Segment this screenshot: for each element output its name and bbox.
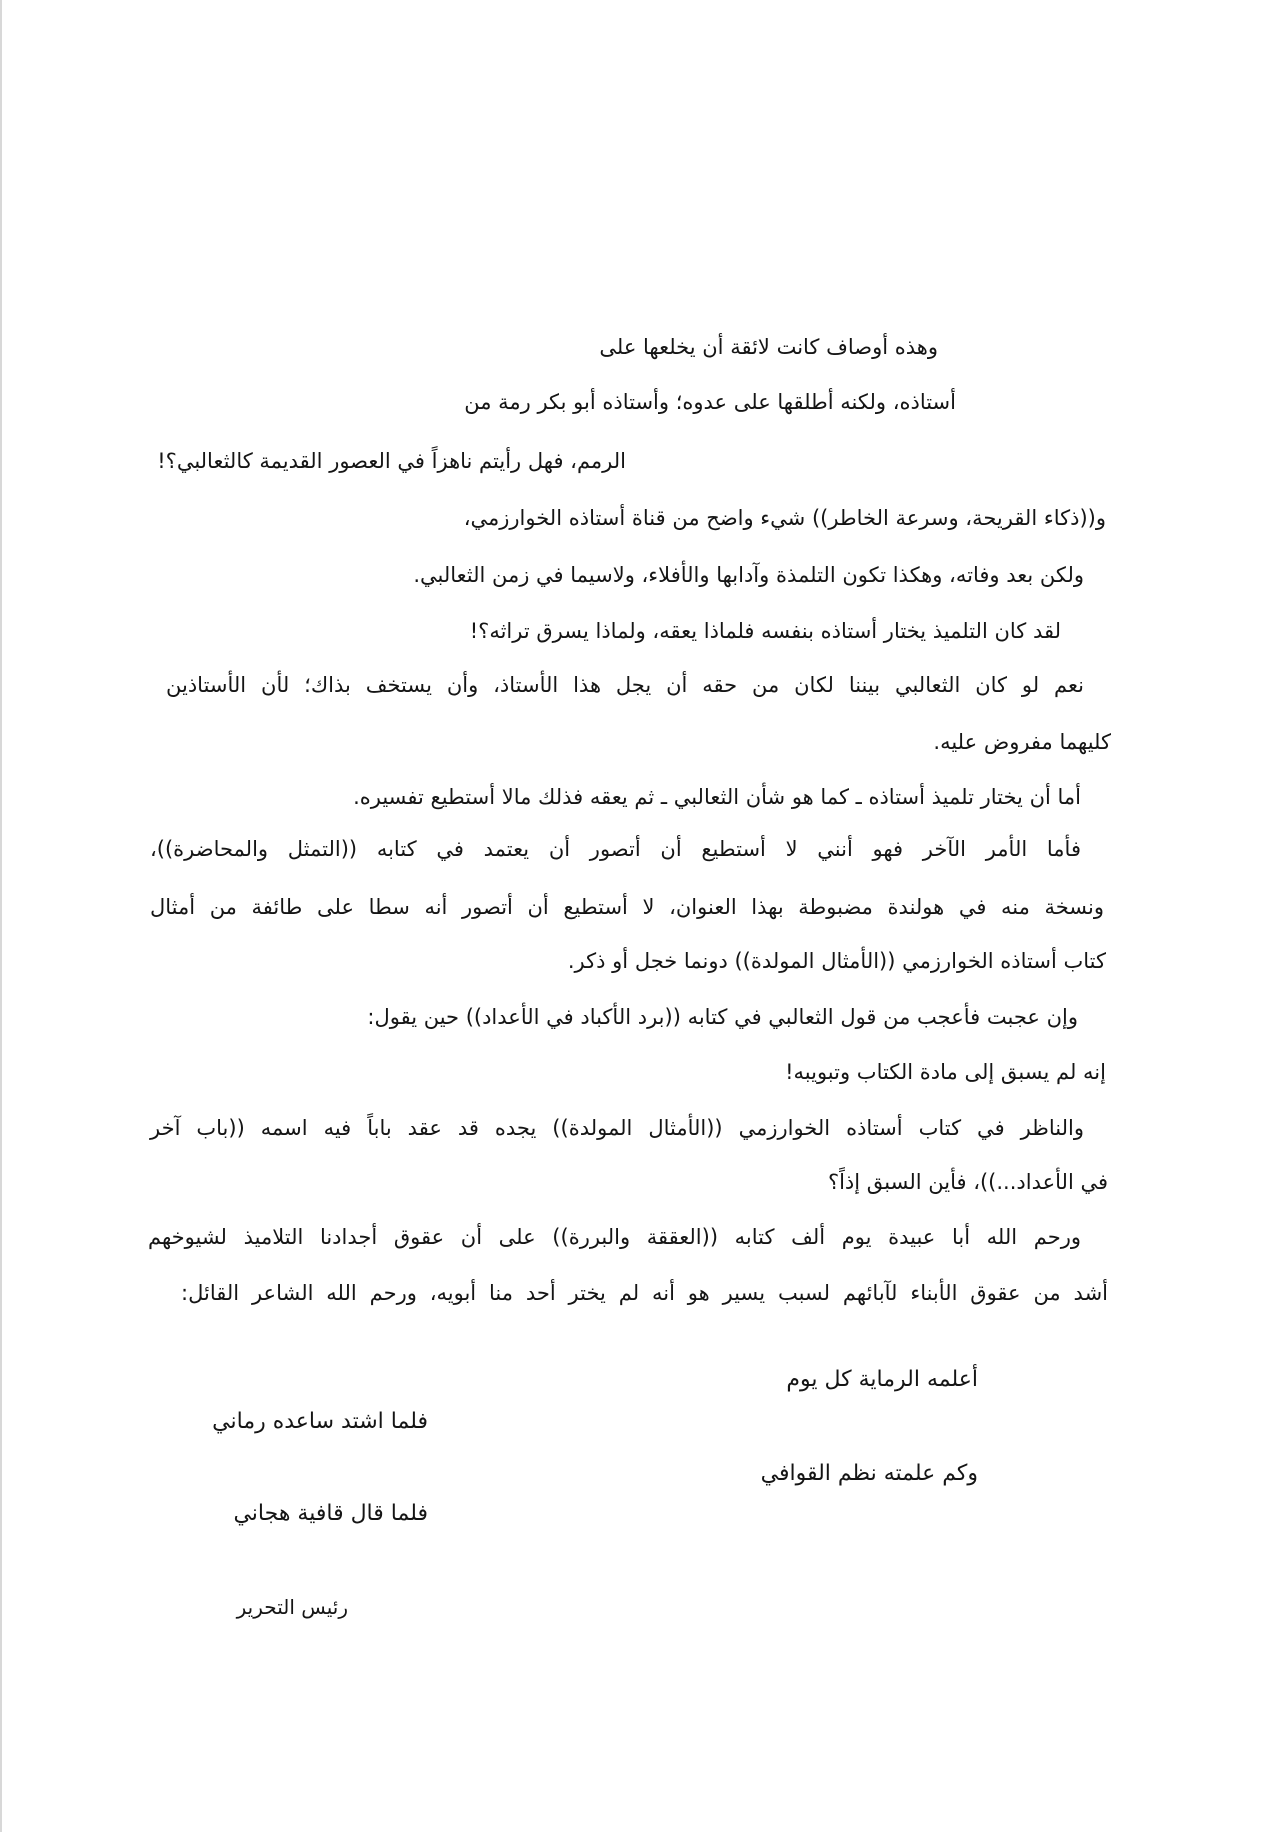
text-line-15: والناظر في كتاب أستاذه الخوارزمي ((الأمثال المولدة)) يجده قد عقد باباً فيه اسمه ((باب آخر [150,1116,1084,1140]
text-line-7: نعم لو كان الثعالبي بيننا لكان من حقه أن يجل هذا الأستاذ، وأن يستخف بذاك؛ لأن الأستاذين [166,673,1084,697]
editor-signature: رئيس التحرير [236,1595,348,1619]
text-line-10: فأما الأمر الآخر فهو أنني لا أستطيع أن أتصور أن يعتمد في كتابه ((التمثل والمحاضرة))، [150,837,1081,861]
text-line-2: أستاذه، ولكنه أطلقها على عدوه؛ وأستاذه أبو بكر رمة من [464,390,956,414]
text-line-18: أشد من عقوق الأبناء لآبائهم لسبب يسير هو أنه لم يختر أحد منا أبويه، ورحم الله الشاعر القائل: [181,1281,1108,1305]
text-line-4: و((ذكاء القريحة، وسرعة الخاطر)) شيء واضح من قناة أستاذه الخوارزمي، [463,506,1106,530]
text-line-3: الرمم، فهل رأيتم ناهزاً في العصور القديمة كالثعالبي؟! [157,449,626,473]
text-line-16: في الأعداد...))، فأين السبق إذاً؟ [827,1170,1108,1194]
text-line-14: إنه لم يسبق إلى مادة الكتاب وتبويبه! [785,1060,1106,1084]
page-edge [0,0,2,1832]
text-line-9: أما أن يختار تلميذ أستاذه ـ كما هو شأن الثعالبي ـ ثم يعقه فذلك مالا أستطيع تفسيره. [353,785,1081,809]
text-line-1: وهذه أوصاف كانت لائقة أن يخلعها على [599,335,938,359]
text-line-6: لقد كان التلميذ يختار أستاذه بنفسه فلماذا يعقه، ولماذا يسرق تراثه؟! [469,619,1061,643]
text-line-11: ونسخة منه في هولندة مضبوطة بهذا العنوان، لا أستطيع أن أتصور أنه سطا على طائفة من أمثال [150,895,1104,919]
text-line-13: وإن عجبت فأعجب من قول الثعالبي في كتابه ((برد الأكباد في الأعداد)) حين يقول: [367,1005,1078,1029]
verse-line-1: أعلمه الرماية كل يوم [786,1367,978,1392]
text-line-17: ورحم الله أبا عبيدة يوم ألف كتابه ((العققة والبررة)) على أن عقوق أجدادنا التلاميذ لشيوخهم [148,1225,1081,1249]
verse-line-3: وكم علمته نظم القوافي [760,1461,978,1486]
text-line-12: كتاب أستاذه الخوارزمي ((الأمثال المولدة)) دونما خجل أو ذكر. [567,949,1106,973]
text-line-8: كليهما مفروض عليه. [933,730,1111,754]
text-line-5: ولكن بعد وفاته، وهكذا تكون التلمذة وآدابها والأفلاء، ولاسيما في زمن الثعالبي. [413,563,1084,587]
verse-line-2: فلما اشتد ساعده رماني [212,1409,428,1434]
verse-line-4: فلما قال قافية هجاني [233,1501,428,1526]
